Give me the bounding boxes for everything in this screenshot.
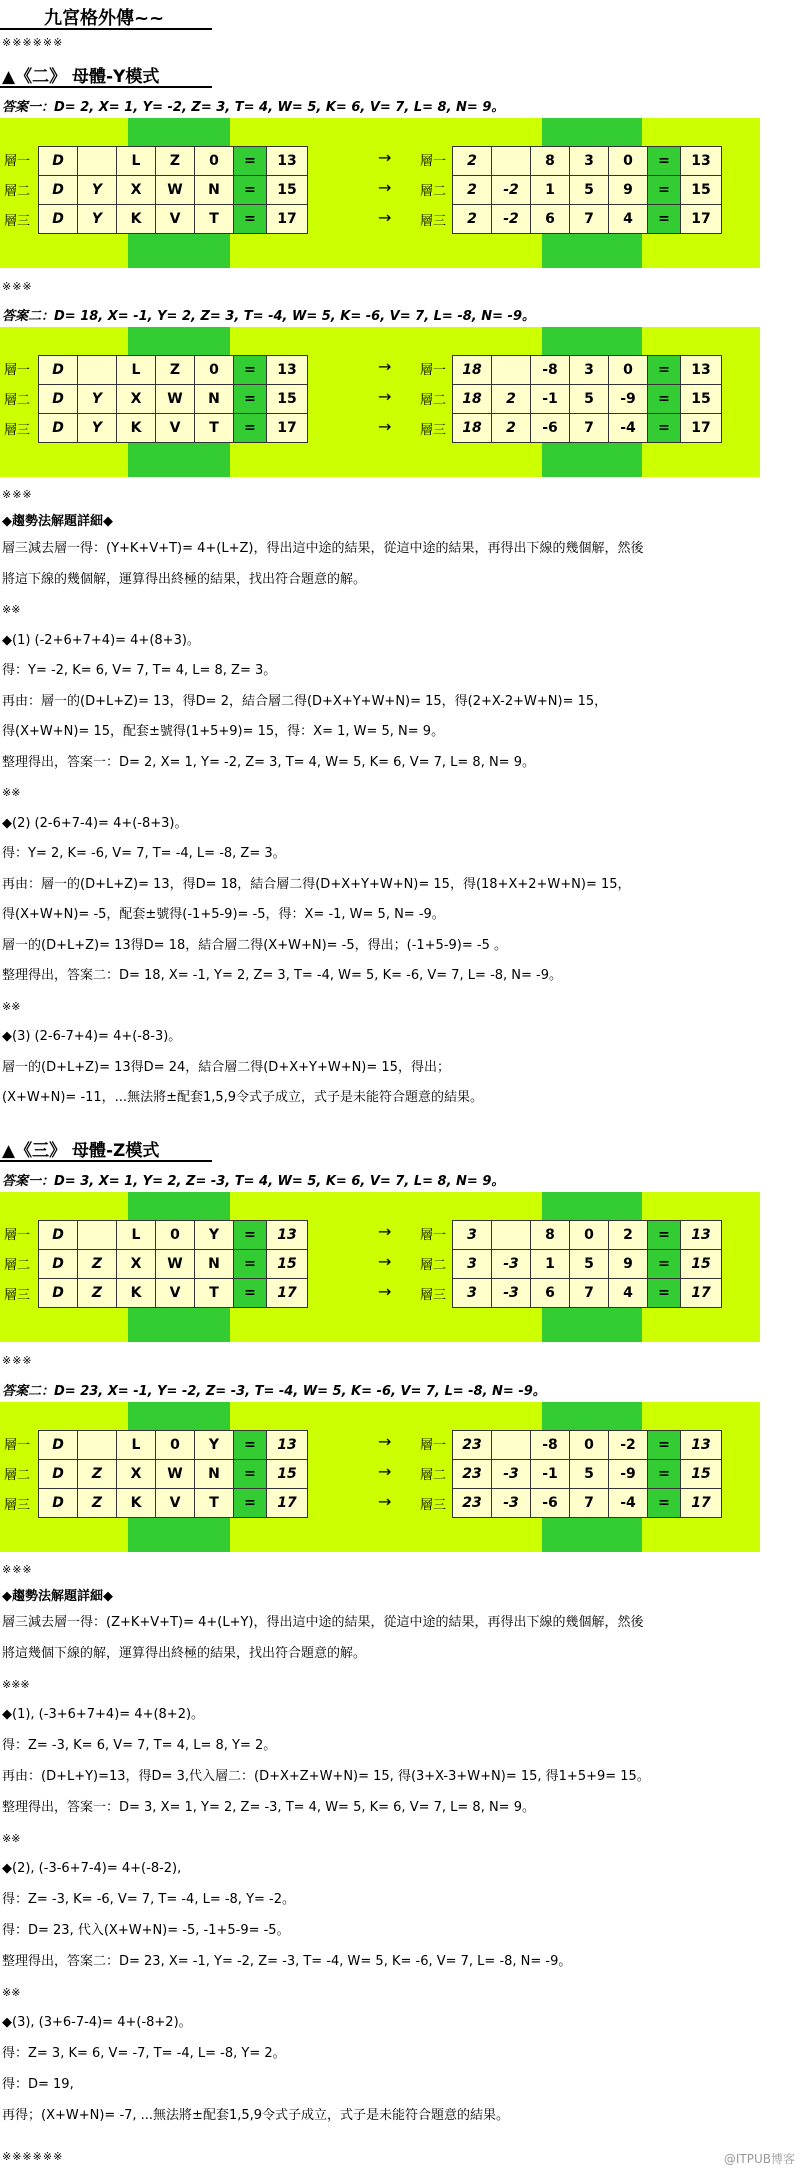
grid-cell: Z [156, 147, 195, 176]
grid-cell: 5 [570, 176, 609, 205]
grid-cell: D [39, 1250, 78, 1279]
grid-cell: K [117, 414, 156, 443]
grid-cell: 0 [195, 147, 234, 176]
grid-cell: 3 [453, 1250, 492, 1279]
grid-cell: D [39, 414, 78, 443]
row-label: 層一 [4, 154, 31, 169]
grid-cell: W [156, 1460, 195, 1489]
grid-cell: -1 [531, 385, 570, 414]
grid-cell: 18 [453, 356, 492, 385]
grid-cell: = [234, 414, 267, 443]
grid-cell: 0 [570, 1431, 609, 1460]
grid-cell: D [39, 1221, 78, 1250]
grid-cell: W [156, 385, 195, 414]
grid-row [39, 1279, 308, 1308]
grid-cell: X [117, 1250, 156, 1279]
grid-cell [78, 147, 117, 176]
grid-cell: 9 [609, 176, 648, 205]
grid-row [453, 385, 722, 414]
grid-cell: D [39, 1460, 78, 1489]
grid-cell: D [39, 176, 78, 205]
row-label: 層三 [420, 214, 447, 229]
grid-cell: 7 [570, 1279, 609, 1308]
method-line: ※※ [2, 999, 21, 1013]
grid-cell: D [39, 385, 78, 414]
method-line: ※※ [2, 1831, 21, 1845]
row-label: 層一 [4, 1228, 31, 1243]
method-line: ◆(2), (-3-6+7-4)= 4+(-8-2), [2, 1861, 182, 1877]
grid-cell [492, 147, 531, 176]
grid-cell: 23 [453, 1489, 492, 1518]
method-line: ◆(2) (2-6+7-4)= 4+(-8+3)。 [2, 815, 188, 831]
grid-cell: 13 [681, 356, 722, 385]
answer-two-y: 答案二：D= 18, X= -1, Y= 2, Z= 3, T= -4, W= 5, K= -6, V= 7, L= -8, N= -9。 [2, 309, 536, 324]
page-title: 九宮格外傳~~ [44, 8, 165, 29]
grid-cell: 13 [267, 1431, 308, 1460]
method-line: (X+W+N)= -11，...無法將±配套1,5,9令式子成立，式子是未能符合題意的結果。 [2, 1090, 484, 1105]
separator: ※※※ [2, 1354, 33, 1367]
grid-panel [0, 327, 760, 477]
separator: ※※※※※※ [2, 2150, 64, 2163]
method-line: ※※ [2, 1985, 21, 1999]
arrow-icon: → [378, 387, 392, 406]
grid-row [453, 1489, 722, 1518]
grid-row [39, 356, 308, 385]
grid-cell: 2 [492, 414, 531, 443]
grid-cell: 3 [570, 147, 609, 176]
grid-row [39, 1431, 308, 1460]
arrow-icon: → [378, 178, 392, 197]
section-heading-z: ▲《三》 母體-Z模式 [2, 1141, 160, 1161]
answer-one-y: 答案一：D= 2, X= 1, Y= -2, Z= 3, T= 4, W= 5, K= 6, V= 7, L= 8, N= 9。 [2, 100, 505, 115]
grid-panel [0, 1192, 760, 1342]
grid-cell: 15 [267, 176, 308, 205]
grid-cell: 9 [609, 1250, 648, 1279]
number-grid [38, 355, 308, 443]
grid-cell: K [117, 1279, 156, 1308]
grid-cell: = [234, 1460, 267, 1489]
method-line: 再得；(X+W+N)= -7, ...無法將±配套1,5,9令式子成立，式子是未能符合題意的結果。 [2, 2107, 510, 2123]
method-line: 得：Y= -2, K= 6, V= 7, T= 4, L= 8, Z= 3。 [2, 663, 277, 678]
grid-cell: -2 [609, 1431, 648, 1460]
grid-cell: -9 [609, 1460, 648, 1489]
separator: ※※※ [2, 488, 33, 501]
grid-cell: 13 [267, 356, 308, 385]
row-label: 層二 [4, 1258, 31, 1273]
method-line: 層三減去層一得：(Y+K+V+T)= 4+(L+Z)，得出這中途的結果，從這中途的結果，再得出下線的幾個解，然後 [2, 541, 644, 556]
answer-one-z: 答案一：D= 3, X= 1, Y= 2, Z= -3, T= 4, W= 5, K= 6, V= 7, L= 8, N= 9。 [2, 1174, 505, 1189]
row-label: 層一 [420, 154, 447, 169]
grid-cell: 17 [681, 1279, 722, 1308]
arrow-icon: → [378, 1222, 392, 1241]
grid-cell: Z [78, 1489, 117, 1518]
title-underline [0, 28, 212, 30]
row-label: 層二 [420, 393, 447, 408]
grid-cell: -8 [531, 356, 570, 385]
grid-cell: 6 [531, 1279, 570, 1308]
grid-cell: = [234, 1221, 267, 1250]
grid-cell: 13 [267, 1221, 308, 1250]
grid-cell: -3 [492, 1460, 531, 1489]
method-line: ◆(1) (-2+6+7+4)= 4+(8+3)。 [2, 632, 200, 648]
grid-cell: 15 [267, 1460, 308, 1489]
grid-cell: = [648, 1460, 681, 1489]
method-line: 得(X+W+N)= 15，配套±號得(1+5+9)= 15，得：X= 1, W= 5, N= 9。 [2, 724, 445, 739]
grid-cell: -2 [492, 176, 531, 205]
grid-cell: -4 [609, 414, 648, 443]
grid-cell: 13 [681, 1221, 722, 1250]
grid-cell: -9 [609, 385, 648, 414]
row-label: 層二 [4, 393, 31, 408]
grid-cell: 15 [681, 1250, 722, 1279]
grid-cell: Y [195, 1431, 234, 1460]
grid-cell: = [234, 205, 267, 234]
method-line: 層一的(D+L+Z)= 13得D= 24，結合層二得(D+X+Y+W+N)= 15，得出； [2, 1059, 450, 1075]
grid-cell: V [156, 1489, 195, 1518]
grid-cell: 17 [267, 1279, 308, 1308]
method-line: ◆(1), (-3+6+7+4)= 4+(8+2)。 [2, 1707, 205, 1723]
separator: ※※※ [2, 1563, 33, 1576]
grid-cell: 17 [681, 1489, 722, 1518]
grid-cell [78, 356, 117, 385]
grid-cell: 17 [681, 414, 722, 443]
grid-cell: -3 [492, 1489, 531, 1518]
row-label: 層一 [4, 1438, 31, 1453]
row-label: 層三 [420, 1288, 447, 1303]
number-grid [452, 1430, 722, 1518]
grid-cell: Z [78, 1460, 117, 1489]
method-line: 得：D= 19, [2, 2077, 74, 2092]
grid-cell: 3 [453, 1279, 492, 1308]
number-grid [452, 146, 722, 234]
separator: ※※※ [2, 280, 33, 293]
grid-cell: 15 [267, 385, 308, 414]
arrow-icon: → [378, 1462, 392, 1481]
grid-cell: 8 [531, 1221, 570, 1250]
row-label: 層二 [420, 184, 447, 199]
grid-cell: 17 [267, 1489, 308, 1518]
grid-row [453, 356, 722, 385]
grid-row [39, 414, 308, 443]
grid-cell: 4 [609, 1279, 648, 1308]
method-line: 得：Y= 2, K= -6, V= 7, T= -4, L= -8, Z= 3。 [2, 846, 286, 861]
grid-cell: N [195, 1460, 234, 1489]
grid-cell: -4 [609, 1489, 648, 1518]
grid-cell: Z [78, 1279, 117, 1308]
grid-cell: -6 [531, 414, 570, 443]
row-label: 層一 [420, 363, 447, 378]
grid-cell: 15 [681, 385, 722, 414]
grid-cell: N [195, 385, 234, 414]
grid-cell: 2 [453, 205, 492, 234]
grid-cell: X [117, 1460, 156, 1489]
arrow-icon: → [378, 208, 392, 227]
grid-cell: D [39, 1279, 78, 1308]
grid-cell: V [156, 1279, 195, 1308]
method-title: ◆趨勢法解題詳細◆ [2, 514, 113, 529]
grid-cell: = [648, 176, 681, 205]
grid-cell: 0 [156, 1221, 195, 1250]
row-label: 層三 [4, 1498, 31, 1513]
grid-cell: 13 [267, 147, 308, 176]
grid-cell: Y [78, 205, 117, 234]
grid-cell: = [648, 1250, 681, 1279]
grid-cell: D [39, 205, 78, 234]
row-label: 層二 [4, 184, 31, 199]
row-label: 層一 [420, 1228, 447, 1243]
method-line: 整理得出，答案二：D= 23, X= -1, Y= -2, Z= -3, T= -4, W= 5, K= -6, V= 7, L= -8, N= -9。 [2, 1953, 572, 1969]
grid-cell: = [648, 205, 681, 234]
section-underline [0, 86, 212, 88]
method-line: 將這下線的幾個解，運算得出終極的結果，找出符合題意的解。 [2, 571, 367, 587]
grid-cell: 2 [453, 176, 492, 205]
grid-cell: N [195, 176, 234, 205]
grid-row [39, 176, 308, 205]
method-line: 整理得出，答案二：D= 18, X= -1, Y= 2, Z= 3, T= -4, W= 5, K= -6, V= 7, L= -8, N= -9。 [2, 968, 563, 983]
grid-cell: 0 [609, 356, 648, 385]
grid-cell: 15 [267, 1250, 308, 1279]
grid-row [39, 1489, 308, 1518]
grid-row [39, 385, 308, 414]
method-line: 整理得出，答案一：D= 3, X= 1, Y= 2, Z= -3, T= 4, W= 5, K= 6, V= 7, L= 8, N= 9。 [2, 1799, 535, 1815]
grid-cell: 17 [267, 414, 308, 443]
grid-cell: Z [156, 356, 195, 385]
grid-row [453, 176, 722, 205]
grid-cell: = [234, 385, 267, 414]
grid-cell: = [234, 1279, 267, 1308]
grid-panel [0, 118, 760, 268]
grid-cell: 5 [570, 1460, 609, 1489]
grid-cell: 7 [570, 205, 609, 234]
grid-cell: 5 [570, 385, 609, 414]
row-label: 層三 [4, 1288, 31, 1303]
grid-cell: = [648, 385, 681, 414]
method-line: ※※ [2, 786, 21, 799]
grid-cell: = [648, 1431, 681, 1460]
row-label: 層二 [420, 1468, 447, 1483]
arrow-icon: → [378, 417, 392, 436]
grid-cell [492, 1221, 531, 1250]
grid-cell: = [648, 147, 681, 176]
grid-cell: Y [195, 1221, 234, 1250]
method-line: ※※ [2, 603, 21, 616]
grid-cell: V [156, 414, 195, 443]
method-line: 再由：層一的(D+L+Z)= 13，得D= 2，結合層二得(D+X+Y+W+N)= 15，得(2+X-2+W+N)= 15， [2, 693, 608, 709]
grid-cell: 2 [609, 1221, 648, 1250]
grid-cell: 18 [453, 385, 492, 414]
method-line: 得：Z= -3, K= -6, V= 7, T= -4, L= -8, Y= -2。 [2, 1892, 296, 1908]
grid-cell: 1 [531, 1250, 570, 1279]
grid-cell: -1 [531, 1460, 570, 1489]
method-line: 將這幾個下線的解，運算得出終極的結果，找出符合題意的解。 [2, 1645, 367, 1661]
grid-cell: = [234, 1250, 267, 1279]
grid-cell: L [117, 1431, 156, 1460]
row-label: 層三 [4, 423, 31, 438]
grid-row [39, 1221, 308, 1250]
grid-cell: 13 [681, 1431, 722, 1460]
grid-row [453, 414, 722, 443]
grid-cell: 18 [453, 414, 492, 443]
method-line: 得：D= 23, 代入(X+W+N)= -5, -1+5-9= -5。 [2, 1923, 290, 1938]
grid-cell: -3 [492, 1250, 531, 1279]
method-line: 得：Z= 3, K= 6, V= -7, T= -4, L= -8, Y= 2。 [2, 2046, 286, 2062]
grid-cell: 7 [570, 1489, 609, 1518]
grid-cell: K [117, 205, 156, 234]
method-line: 再由：(D+L+Y)=13，得D= 3,代入層二：(D+X+Z+W+N)= 15, 得(3+X-3+W+N)= 15, 得1+5+9= 15。 [2, 1769, 650, 1784]
grid-cell: 17 [267, 205, 308, 234]
grid-row [39, 205, 308, 234]
number-grid [452, 355, 722, 443]
grid-cell: 7 [570, 414, 609, 443]
number-grid [38, 146, 308, 234]
grid-cell: L [117, 356, 156, 385]
grid-cell: X [117, 385, 156, 414]
arrow-icon: → [378, 357, 392, 376]
grid-cell: D [39, 1489, 78, 1518]
grid-cell: 2 [492, 385, 531, 414]
grid-cell [492, 1431, 531, 1460]
grid-cell: T [195, 1279, 234, 1308]
grid-cell: -3 [492, 1279, 531, 1308]
arrow-icon: → [378, 1492, 392, 1511]
grid-row [39, 1460, 308, 1489]
arrow-icon: → [378, 1432, 392, 1451]
grid-cell: = [234, 176, 267, 205]
grid-cell: D [39, 1431, 78, 1460]
grid-cell: 15 [681, 176, 722, 205]
grid-cell: = [648, 1489, 681, 1518]
number-grid [38, 1220, 308, 1308]
grid-cell: D [39, 147, 78, 176]
grid-cell: 0 [156, 1431, 195, 1460]
grid-row [453, 205, 722, 234]
method-line: 層一的(D+L+Z)= 13得D= 18，結合層二得(X+W+N)= -5，得出；(-1+5-9)= -5 。 [2, 937, 507, 953]
method-line: 得：Z= -3, K= 6, V= 7, T= 4, L= 8, Y= 2。 [2, 1738, 277, 1754]
method-line: 整理得出，答案一：D= 2, X= 1, Y= -2, Z= 3, T= 4, W= 5, K= 6, V= 7, L= 8, N= 9。 [2, 754, 535, 770]
grid-cell: V [156, 205, 195, 234]
grid-cell: T [195, 1489, 234, 1518]
grid-cell: 2 [453, 147, 492, 176]
grid-cell: Y [78, 385, 117, 414]
grid-cell: Y [78, 414, 117, 443]
row-label: 層二 [4, 1468, 31, 1483]
watermark: @ITPUB博客 [723, 2152, 795, 2166]
grid-row [453, 1250, 722, 1279]
answer-two-z: 答案二：D= 23, X= -1, Y= -2, Z= -3, T= -4, W= 5, K= -6, V= 7, L= -8, N= -9。 [2, 1384, 546, 1399]
grid-cell: = [648, 356, 681, 385]
arrow-icon: → [378, 1282, 392, 1301]
grid-cell: Y [78, 176, 117, 205]
grid-cell: W [156, 1250, 195, 1279]
grid-cell [78, 1431, 117, 1460]
grid-cell: Z [78, 1250, 117, 1279]
row-label: 層三 [4, 214, 31, 229]
grid-row [453, 1279, 722, 1308]
method-title: ◆趨勢法解題詳細◆ [2, 1589, 113, 1604]
row-label: 層三 [420, 423, 447, 438]
arrow-icon: → [378, 1252, 392, 1271]
grid-cell: 8 [531, 147, 570, 176]
method-line: 層三減去層一得：(Z+K+V+T)= 4+(L+Y)，得出這中途的結果，從這中途的結果，再得出下線的幾個解，然後 [2, 1615, 644, 1630]
grid-cell: = [234, 147, 267, 176]
grid-cell: -2 [492, 205, 531, 234]
grid-cell: X [117, 176, 156, 205]
number-grid [38, 1430, 308, 1518]
grid-cell: T [195, 205, 234, 234]
grid-cell: N [195, 1250, 234, 1279]
grid-cell [78, 1221, 117, 1250]
grid-cell: 17 [681, 205, 722, 234]
arrow-icon: → [378, 148, 392, 167]
grid-cell: L [117, 147, 156, 176]
grid-cell: 0 [570, 1221, 609, 1250]
grid-panel [0, 1402, 760, 1552]
grid-cell: = [234, 1489, 267, 1518]
grid-cell: 23 [453, 1460, 492, 1489]
number-grid [452, 1220, 722, 1308]
grid-cell: 23 [453, 1431, 492, 1460]
grid-row [453, 147, 722, 176]
grid-cell: 6 [531, 205, 570, 234]
grid-cell: 4 [609, 205, 648, 234]
grid-cell: T [195, 414, 234, 443]
row-label: 層二 [420, 1258, 447, 1273]
grid-cell: D [39, 356, 78, 385]
grid-cell: 13 [681, 147, 722, 176]
grid-row [39, 147, 308, 176]
grid-cell: = [234, 1431, 267, 1460]
method-line: 再由：層一的(D+L+Z)= 13，得D= 18，結合層二得(D+X+Y+W+N)= 15，得(18+X+2+W+N)= 15， [2, 876, 631, 892]
grid-cell: L [117, 1221, 156, 1250]
section-heading-y: ▲《二》 母體-Y模式 [2, 67, 160, 87]
grid-cell [492, 356, 531, 385]
row-label: 層一 [420, 1438, 447, 1453]
grid-cell: = [648, 1279, 681, 1308]
method-line: ◆(3), (3+6-7-4)= 4+(-8+2)。 [2, 2015, 192, 2031]
grid-row [453, 1431, 722, 1460]
grid-cell: -6 [531, 1489, 570, 1518]
grid-cell: 3 [570, 356, 609, 385]
grid-cell: W [156, 176, 195, 205]
grid-cell: 0 [195, 356, 234, 385]
method-line: ◆(3) (2-6-7+4)= 4+(-8-3)。 [2, 1029, 182, 1044]
grid-cell: = [648, 1221, 681, 1250]
section-underline [0, 1160, 212, 1162]
grid-cell: -8 [531, 1431, 570, 1460]
grid-row [39, 1250, 308, 1279]
method-line: 得(X+W+N)= -5，配套±號得(-1+5-9)= -5，得：X= -1, W= 5, N= -9。 [2, 907, 445, 922]
grid-row [453, 1221, 722, 1250]
row-label: 層一 [4, 363, 31, 378]
grid-cell: 1 [531, 176, 570, 205]
separator: ※※※※※※ [2, 36, 64, 49]
grid-row [453, 1460, 722, 1489]
method-line: ※※※ [2, 1677, 30, 1691]
grid-cell: 0 [609, 147, 648, 176]
grid-cell: 5 [570, 1250, 609, 1279]
grid-cell: 15 [681, 1460, 722, 1489]
row-label: 層三 [420, 1498, 447, 1513]
grid-cell: = [234, 356, 267, 385]
grid-cell: = [648, 414, 681, 443]
grid-cell: 3 [453, 1221, 492, 1250]
grid-cell: K [117, 1489, 156, 1518]
